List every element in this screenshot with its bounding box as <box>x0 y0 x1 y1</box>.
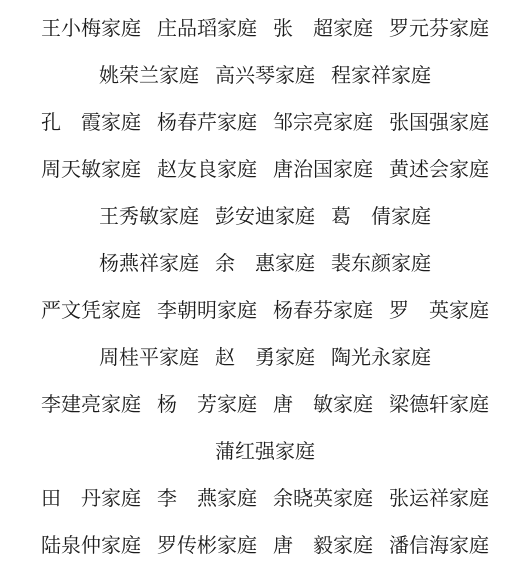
family-name: 彭安迪家庭 <box>215 203 315 228</box>
family-name: 罗传彬家庭 <box>157 532 257 557</box>
family-name: 余 惠家庭 <box>215 250 315 275</box>
family-name: 李 燕家庭 <box>157 485 257 510</box>
name-row <box>0 333 530 380</box>
family-name: 张 超家庭 <box>273 15 373 40</box>
family-name: 庄品瑫家庭 <box>157 15 257 40</box>
family-name: 陆泉仲家庭 <box>41 532 141 557</box>
family-name: 罗 英家庭 <box>389 297 489 322</box>
family-name: 姚荣兰家庭 <box>99 62 199 87</box>
family-name: 张国强家庭 <box>389 109 489 134</box>
name-row <box>0 286 530 333</box>
name-row <box>0 474 530 521</box>
family-name: 张运祥家庭 <box>389 485 489 510</box>
family-name: 杨 芳家庭 <box>157 391 257 416</box>
family-name: 邹宗亮家庭 <box>273 109 373 134</box>
family-name: 王小梅家庭 <box>41 15 141 40</box>
name-row <box>0 380 530 427</box>
family-name: 赵 勇家庭 <box>215 344 315 369</box>
family-name: 周天敏家庭 <box>41 156 141 181</box>
family-name: 黄述会家庭 <box>389 156 489 181</box>
family-name: 李建亮家庭 <box>41 391 141 416</box>
family-name: 唐治国家庭 <box>273 156 373 181</box>
name-row <box>0 427 530 474</box>
family-name: 周桂平家庭 <box>99 344 199 369</box>
family-name: 王秀敏家庭 <box>99 203 199 228</box>
family-name: 田 丹家庭 <box>41 485 141 510</box>
family-name: 陶光永家庭 <box>331 344 431 369</box>
family-name: 蒲红强家庭 <box>215 438 315 463</box>
family-name: 葛 倩家庭 <box>331 203 431 228</box>
name-row <box>0 239 530 286</box>
family-name: 裴东颜家庭 <box>331 250 431 275</box>
name-row <box>0 4 530 51</box>
family-name: 唐 毅家庭 <box>273 532 373 557</box>
family-name: 杨春芹家庭 <box>157 109 257 134</box>
family-name: 赵友良家庭 <box>157 156 257 181</box>
family-name: 高兴琴家庭 <box>215 62 315 87</box>
family-name: 罗元芬家庭 <box>389 15 489 40</box>
family-name: 杨燕祥家庭 <box>99 250 199 275</box>
name-row <box>0 51 530 98</box>
name-row <box>0 145 530 192</box>
family-name: 杨春芬家庭 <box>273 297 373 322</box>
name-row <box>0 98 530 145</box>
family-name: 余晓英家庭 <box>273 485 373 510</box>
family-name: 潘信海家庭 <box>389 532 489 557</box>
family-name: 李朝明家庭 <box>157 297 257 322</box>
family-name: 严文凭家庭 <box>41 297 141 322</box>
name-row <box>0 192 530 239</box>
family-name: 孔 霞家庭 <box>41 109 141 134</box>
family-name: 梁德轩家庭 <box>389 391 489 416</box>
family-name: 程家祥家庭 <box>331 62 431 87</box>
family-name: 唐 敏家庭 <box>273 391 373 416</box>
